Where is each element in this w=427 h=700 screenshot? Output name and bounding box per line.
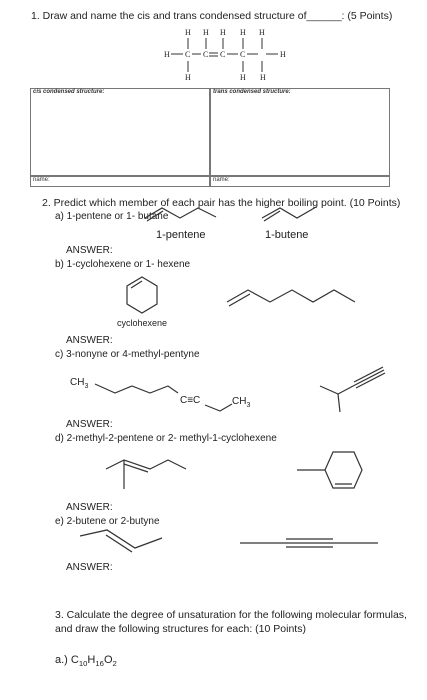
q1-blank: ______ — [306, 10, 342, 22]
q1-title: 1. Draw and name the cis and trans condensed structure of — [31, 10, 307, 22]
q3-title: 3. Calculate the degree of unsaturation for the following molecular formulas, — [55, 609, 407, 621]
q2-b-answer: ANSWER: — [66, 335, 113, 346]
q2-d-text: d) 2-methyl-2-pentene or 2- methyl-1-cyclohexene — [55, 433, 277, 444]
q2-a-label-1: 1-pentene — [156, 229, 206, 241]
butyne-skeletal — [240, 539, 378, 547]
butene-skeletal — [262, 207, 316, 221]
trans-name-label: name: — [213, 177, 230, 183]
butene2-skeletal — [80, 530, 162, 552]
cis-header: cis condensed structure: — [33, 89, 105, 95]
q2-e-answer: ANSWER: — [66, 562, 113, 573]
q2-e-text: e) 2-butene or 2-butyne — [55, 516, 160, 527]
q2-a-answer: ANSWER: — [66, 245, 113, 256]
pentene-skeletal — [145, 208, 216, 221]
q2-a-text: a) 1-pentene or 1- butane — [55, 211, 169, 222]
q1-points: : (5 Points) — [341, 10, 393, 22]
q3-title-2: and draw the following structures for each: (10 Points) — [55, 623, 306, 635]
cis-name-label: name: — [33, 177, 50, 183]
q2-c-triple: C≡C — [180, 395, 201, 406]
trans-header: trans condensed structure: — [213, 89, 291, 95]
q2-c-ch3-right: $CH_3$ — [232, 396, 251, 409]
methylpentyne-skeletal — [320, 367, 385, 412]
q2-title: 2. Predict which member of each pair has the higher boiling point. (10 Points) — [42, 197, 401, 209]
q2-c-answer: ANSWER: — [66, 419, 113, 430]
nonyne-skeletal — [95, 384, 232, 411]
q3-a-prefix: a.) — [55, 654, 68, 666]
q2-d-answer: ANSWER: — [66, 502, 113, 513]
methylpentene-skeletal — [106, 460, 186, 489]
formula-bonds — [171, 38, 278, 72]
q2-a-label-2: 1-butene — [265, 229, 309, 241]
hexene-skeletal — [227, 290, 355, 306]
q2-b-label-1: cyclohexene — [117, 318, 168, 328]
q2-c-ch3-left: $CH_3$ — [70, 377, 89, 390]
methylcyclohexene-skeletal — [297, 452, 362, 488]
q2-b-text: b) 1-cyclohexene or 1- hexene — [55, 259, 191, 270]
q3-a-formula: $C_{10}H_{16}O_2$ — [70, 654, 117, 669]
cyclohexene-skeletal — [127, 277, 157, 313]
q2-c-text: c) 3-nonyne or 4-methyl-pentyne — [55, 349, 200, 360]
